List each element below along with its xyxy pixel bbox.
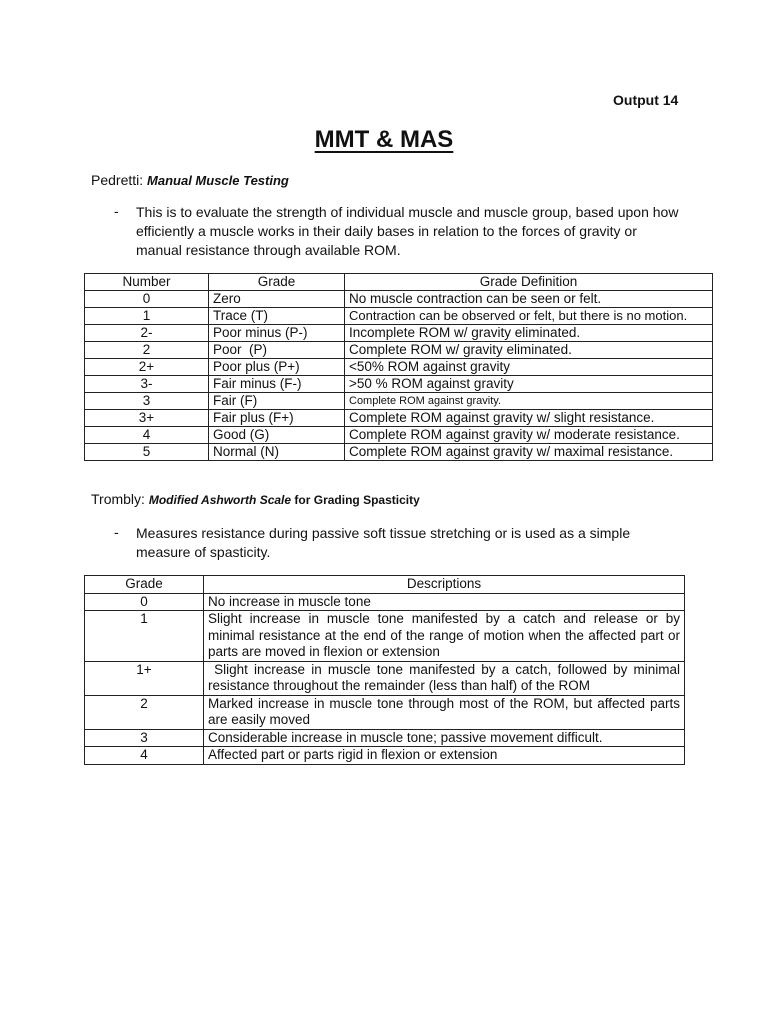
section-heading-rest: for Grading Spasticity — [291, 493, 420, 507]
table-row — [85, 376, 713, 393]
grade-name: Fair minus (F-) — [209, 376, 345, 393]
section-description: This is to evaluate the strength of individual muscle and muscle group, based upon how efficiently a muscle works in their daily bases in relation to the forces of gravity or manual resistance through available ROM. — [136, 204, 679, 258]
grade-definition: Complete ROM against gravity w/ maximal resistance. — [345, 444, 713, 461]
section-heading-mas — [91, 491, 420, 507]
ashworth-grade: 0 — [85, 593, 204, 611]
grade-number: 2+ — [85, 359, 209, 376]
grade-name: Fair (F) — [209, 393, 345, 410]
column-header: Grade — [85, 576, 204, 594]
grade-definition: Incomplete ROM w/ gravity eliminated. — [345, 325, 713, 342]
section-heading-text — [149, 493, 420, 507]
grade-number: 0 — [85, 291, 209, 308]
mas-table — [84, 575, 685, 765]
ashworth-grade: 1 — [85, 611, 204, 662]
section-heading-mmt — [91, 172, 289, 188]
bullet-dash: - — [114, 524, 119, 540]
grade-number: 3+ — [85, 410, 209, 427]
section-author: Pedretti: — [91, 172, 148, 188]
table-row — [85, 661, 685, 695]
grade-definition: Contraction can be observed or felt, but there is no motion. — [345, 308, 713, 325]
table-row — [85, 695, 685, 729]
grade-number: 3 — [85, 393, 209, 410]
bullet-dash: - — [114, 203, 119, 219]
column-header: Descriptions — [204, 576, 685, 594]
mmt-table — [84, 273, 713, 461]
grade-name: Good (G) — [209, 427, 345, 444]
grade-definition: Complete ROM against gravity w/ slight resistance. — [345, 410, 713, 427]
table-row — [85, 291, 713, 308]
grade-name: Poor minus (P-) — [209, 325, 345, 342]
column-header: Grade Definition — [345, 274, 713, 291]
table-row — [85, 444, 713, 461]
ashworth-description: Slight increase in muscle tone manifested by a catch, followed by minimal resistance throughout the remainder (less than half) of the ROM — [204, 661, 685, 695]
grade-definition: No muscle contraction can be seen or felt. — [345, 291, 713, 308]
grade-name: Fair plus (F+) — [209, 410, 345, 427]
table-row — [85, 359, 713, 376]
table-row — [85, 427, 713, 444]
section-description: Measures resistance during passive soft tissue stretching or is used as a simple measure of spasticity. — [136, 525, 631, 560]
ashworth-grade: 1+ — [85, 661, 204, 695]
ashworth-grade: 2 — [85, 695, 204, 729]
grade-name: Trace (T) — [209, 308, 345, 325]
grade-number: 1 — [85, 308, 209, 325]
ashworth-description: Marked increase in muscle tone through most of the ROM, but affected parts are easily moved — [204, 695, 685, 729]
column-header: Grade — [209, 274, 345, 291]
grade-definition: >50 % ROM against gravity — [345, 376, 713, 393]
ashworth-grade: 3 — [85, 729, 204, 747]
grade-name: Poor plus (P+) — [209, 359, 345, 376]
grade-name: Normal (N) — [209, 444, 345, 461]
ashworth-description: No increase in muscle tone — [204, 593, 685, 611]
table-header-row — [85, 274, 713, 291]
grade-name: Zero — [209, 291, 345, 308]
page-title: MMT & MAS — [314, 126, 454, 153]
table-row — [85, 325, 713, 342]
ashworth-description: Slight increase in muscle tone manifested by a catch and release or by minimal resistance at the end of the range of motion when the affected part or parts are moved in flexion or extension — [204, 611, 685, 662]
table-row — [85, 611, 685, 662]
grade-number: 2 — [85, 342, 209, 359]
table-row — [85, 410, 713, 427]
column-header: Number — [85, 274, 209, 291]
grade-name: Poor (P) — [209, 342, 345, 359]
grade-number: 2- — [85, 325, 209, 342]
table-row — [85, 342, 713, 359]
table-row — [85, 729, 685, 747]
section-author: Trombly: — [91, 491, 149, 507]
table-row — [85, 593, 685, 611]
section-heading-text: Manual Muscle Testing — [147, 173, 289, 188]
grade-definition: Complete ROM against gravity w/ moderate resistance. — [345, 427, 713, 444]
ashworth-description: Considerable increase in muscle tone; passive movement difficult. — [204, 729, 685, 747]
table-row — [85, 747, 685, 765]
grade-number: 4 — [85, 427, 209, 444]
grade-definition: Complete ROM against gravity. — [345, 393, 713, 410]
table-row — [85, 393, 713, 410]
ashworth-description: Affected part or parts rigid in flexion or extension — [204, 747, 685, 765]
ashworth-grade: 4 — [85, 747, 204, 765]
grade-number: 5 — [85, 444, 209, 461]
table-row — [85, 308, 713, 325]
output-label: Output 14 — [613, 92, 679, 108]
grade-number: 3- — [85, 376, 209, 393]
grade-definition: <50% ROM against gravity — [345, 359, 713, 376]
section-heading-italic: Modified Ashworth Scale — [148, 493, 292, 507]
grade-definition: Complete ROM w/ gravity eliminated. — [345, 342, 713, 359]
table-header-row — [85, 576, 685, 594]
